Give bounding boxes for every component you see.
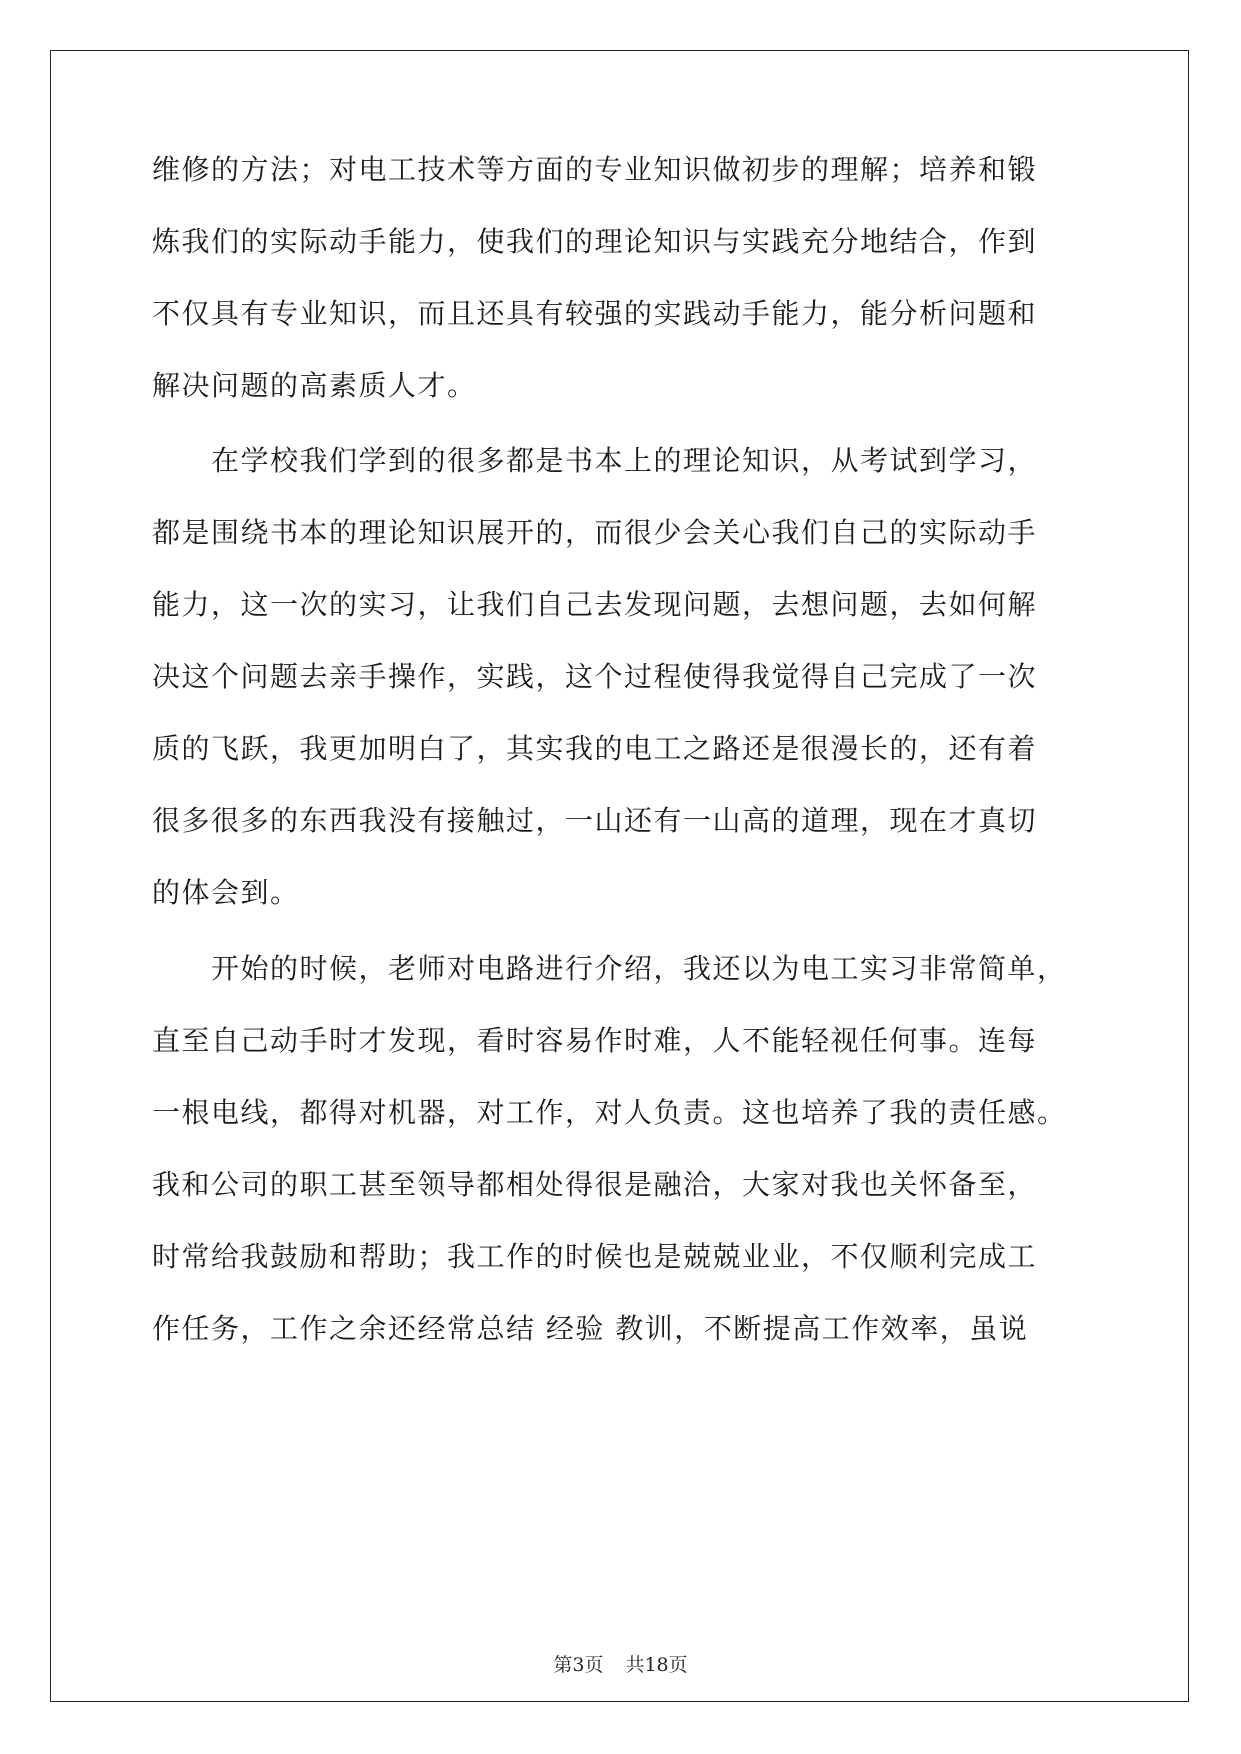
- text-line: 我和公司的职工甚至领导都相处得很是融洽，大家对我也关怀备至，: [152, 1168, 1038, 1201]
- page-footer: [0, 1654, 1241, 1676]
- text-line: 能力，这一次的实习，让我们自己去发现问题，去想问题，去如何解: [152, 588, 1038, 621]
- page-number: 第3页: [553, 1654, 604, 1676]
- text-line: 一根电线，都得对机器，对工作，对人负责。这也培养了我的责任感。: [152, 1096, 1067, 1129]
- text-line: 开始的时候，老师对电路进行介绍，我还以为电工实习非常简单，: [152, 952, 1067, 985]
- text-line: 质的飞跃，我更加明白了，其实我的电工之路还是很漫长的，还有着: [152, 732, 1038, 765]
- text-line: 的体会到。: [152, 876, 300, 909]
- text-line: 时常给我鼓励和帮助；我工作的时候也是兢兢业业，不仅顺利完成工: [152, 1240, 1038, 1273]
- text-line: 直至自己动手时才发现，看时容易作时难，人不能轻视任何事。连每: [152, 1024, 1038, 1057]
- text-line: 炼我们的实际动手能力，使我们的理论知识与实践充分地结合，作到: [152, 225, 1038, 258]
- text-line: 解决问题的高素质人才。: [152, 369, 477, 402]
- text-line: 很多很多的东西我没有接触过，一山还有一山高的道理，现在才真切: [152, 804, 1038, 837]
- text-line: 作任务，工作之余还经常总结 经验 教训，不断提高工作效率，虽说: [152, 1312, 1029, 1345]
- total-pages: 共18页: [625, 1654, 688, 1676]
- text-line: 都是围绕书本的理论知识展开的，而很少会关心我们自己的实际动手: [152, 516, 1038, 549]
- text-line: 在学校我们学到的很多都是书本上的理论知识，从考试到学习，: [152, 444, 1038, 477]
- text-line: 决这个问题去亲手操作，实践，这个过程使得我觉得自己完成了一次: [152, 660, 1038, 693]
- text-line: 维修的方法；对电工技术等方面的专业知识做初步的理解；培养和锻: [152, 153, 1038, 186]
- text-line: 不仅具有专业知识，而且还具有较强的实践动手能力，能分析问题和: [152, 297, 1038, 330]
